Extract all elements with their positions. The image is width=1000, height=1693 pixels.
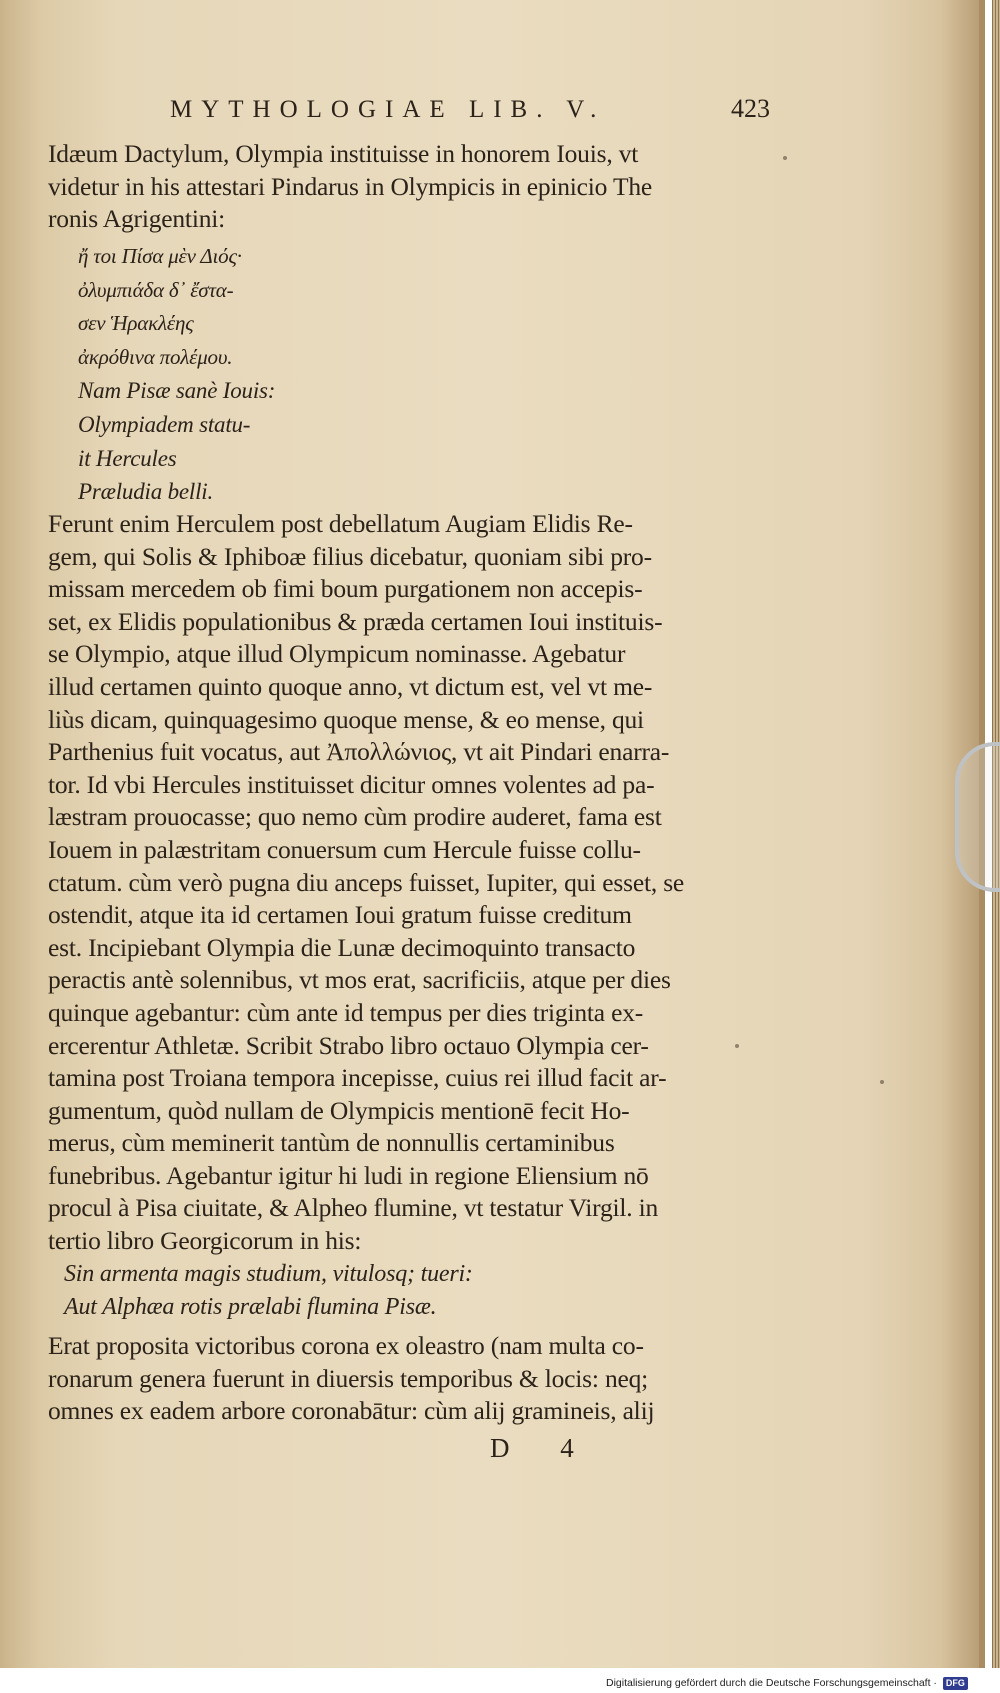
text-line: videtur in his attestari Pindarus in Olympicis in epinicio The (48, 171, 652, 201)
virgil-quotation (64, 1258, 764, 1323)
running-head: MYTHOLOGIAE LIB. V. (170, 96, 606, 123)
text-line: funebribus. Agebantur igitur hi ludi in regione Eliensium nō (48, 1160, 649, 1190)
text-line: tor. Id vbi Hercules instituisset dicitur omnes volentes ad pa- (48, 769, 655, 799)
text-line: gumentum, quòd nullam de Olympicis mentionē fecit Ho- (48, 1095, 630, 1125)
latin-verse-line: it Hercules (78, 445, 177, 471)
text-line: ercerentur Athletæ. Scribit Strabo libro octauo Olympia cer- (48, 1030, 649, 1060)
greek-verse-line: ἀκρόθινα πολέμου. (78, 344, 233, 369)
paper-clip (955, 742, 1000, 892)
text-line: peractis antè solennibus, vt mos erat, sacrificiis, atque per dies (48, 965, 671, 995)
credit-text: Digitalisierung gefördert durch die Deutsche Forschungsgemeinschaft · (606, 1677, 937, 1689)
dfg-logo: DFG (943, 1677, 968, 1690)
paragraph-final (48, 1330, 768, 1428)
greek-verse-line: ὀλυμπιάδα δ᾽ ἔστα- (78, 277, 234, 302)
text-line: procul à Pisa ciuitate, & Alpheo flumine, vt testatur Virgil. in (48, 1193, 659, 1223)
verse-line: Aut Alphæa rotis prælabi flumina Pisæ. (64, 1293, 437, 1320)
digitization-credit (606, 1676, 968, 1692)
text-line: ostendit, atque ita id certamen Ioui gratum fuisse creditum (48, 900, 632, 930)
text-line: tamina post Troiana tempora incepisse, cuius rei illud facit ar- (48, 1063, 667, 1093)
greek-verse-line: σεν Ἡρακλέης (78, 311, 194, 336)
latin-verse-line: Nam Pisæ sanè Iouis: (78, 378, 276, 404)
text-line: Iouem in palæstritam conuersum cum Hercule fuisse collu- (48, 834, 641, 864)
text-line: liùs dicam, quinquagesimo quoque mense, & eo mense, qui (48, 704, 644, 734)
text-line: missam mercedem ob fimi boum purgationem non accepis- (48, 574, 643, 604)
text-line: tertio libro Georgicorum in his: (48, 1226, 362, 1256)
verse-line: Sin armenta magis studium, vitulosq; tueri: (64, 1261, 473, 1287)
text-line: quinque agebantur: cùm ante id tempus per dies triginta ex- (48, 997, 644, 1027)
ink-speck (783, 156, 787, 160)
paragraph-intro (48, 138, 768, 236)
text-line: Erat proposita victoribus corona ex oleastro (nam multa co- (48, 1331, 644, 1360)
latin-verse-line: Olympiadem statu- (78, 411, 251, 437)
latin-verse-line: Præludia belli. (78, 479, 214, 505)
text-line: est. Incipiebant Olympia die Lunæ decimoquinto transacto (48, 932, 636, 962)
text-line: Ferunt enim Herculem post debellatum Augiam Elidis Re- (48, 509, 633, 538)
text-line: illud certamen quinto quoque anno, vt dictum est, vel vt me- (48, 671, 653, 701)
text-line: ctatum. cùm verò pugna diu anceps fuisset, Iupiter, qui esset, se (48, 867, 685, 897)
page-number: 423 (731, 94, 770, 123)
running-header (170, 94, 770, 134)
text-line: set, ex Elidis populationibus & præda certamen Ioui instituis- (48, 606, 663, 636)
greek-verse-line: ἤ τοι Πίσα μὲν Διός· (78, 244, 242, 268)
text-line: Parthenius fuit vocatus, aut Ἀπολλώνιος, vt ait Pindari enarra- (48, 737, 670, 767)
text-line: se Olympio, atque illud Olympicum nominasse. Agebatur (48, 639, 626, 669)
text-line: Idæum Dactylum, Olympia instituisse in honorem Iouis, vt (48, 139, 639, 168)
pindar-quotation (78, 240, 478, 509)
text-line: gem, qui Solis & Iphiboæ filius dicebatur, quoniam sibi pro- (48, 541, 652, 571)
paragraph-main (48, 508, 768, 1258)
ink-speck (880, 1080, 884, 1084)
text-line: ronarum genera fuerunt in diuersis temporibus & locis: neq; (48, 1363, 649, 1393)
text-line: læstram prouocasse; quo nemo cùm prodire auderet, fama est (48, 802, 662, 832)
signature-mark: D 4 (490, 1433, 596, 1463)
text-line: omnes ex eadem arbore coronabātur: cùm alij gramineis, alij (48, 1396, 655, 1426)
text-line: merus, cùm meminerit tantùm de nonnullis certaminibus (48, 1128, 615, 1158)
text-line: ronis Agrigentini: (48, 204, 226, 234)
